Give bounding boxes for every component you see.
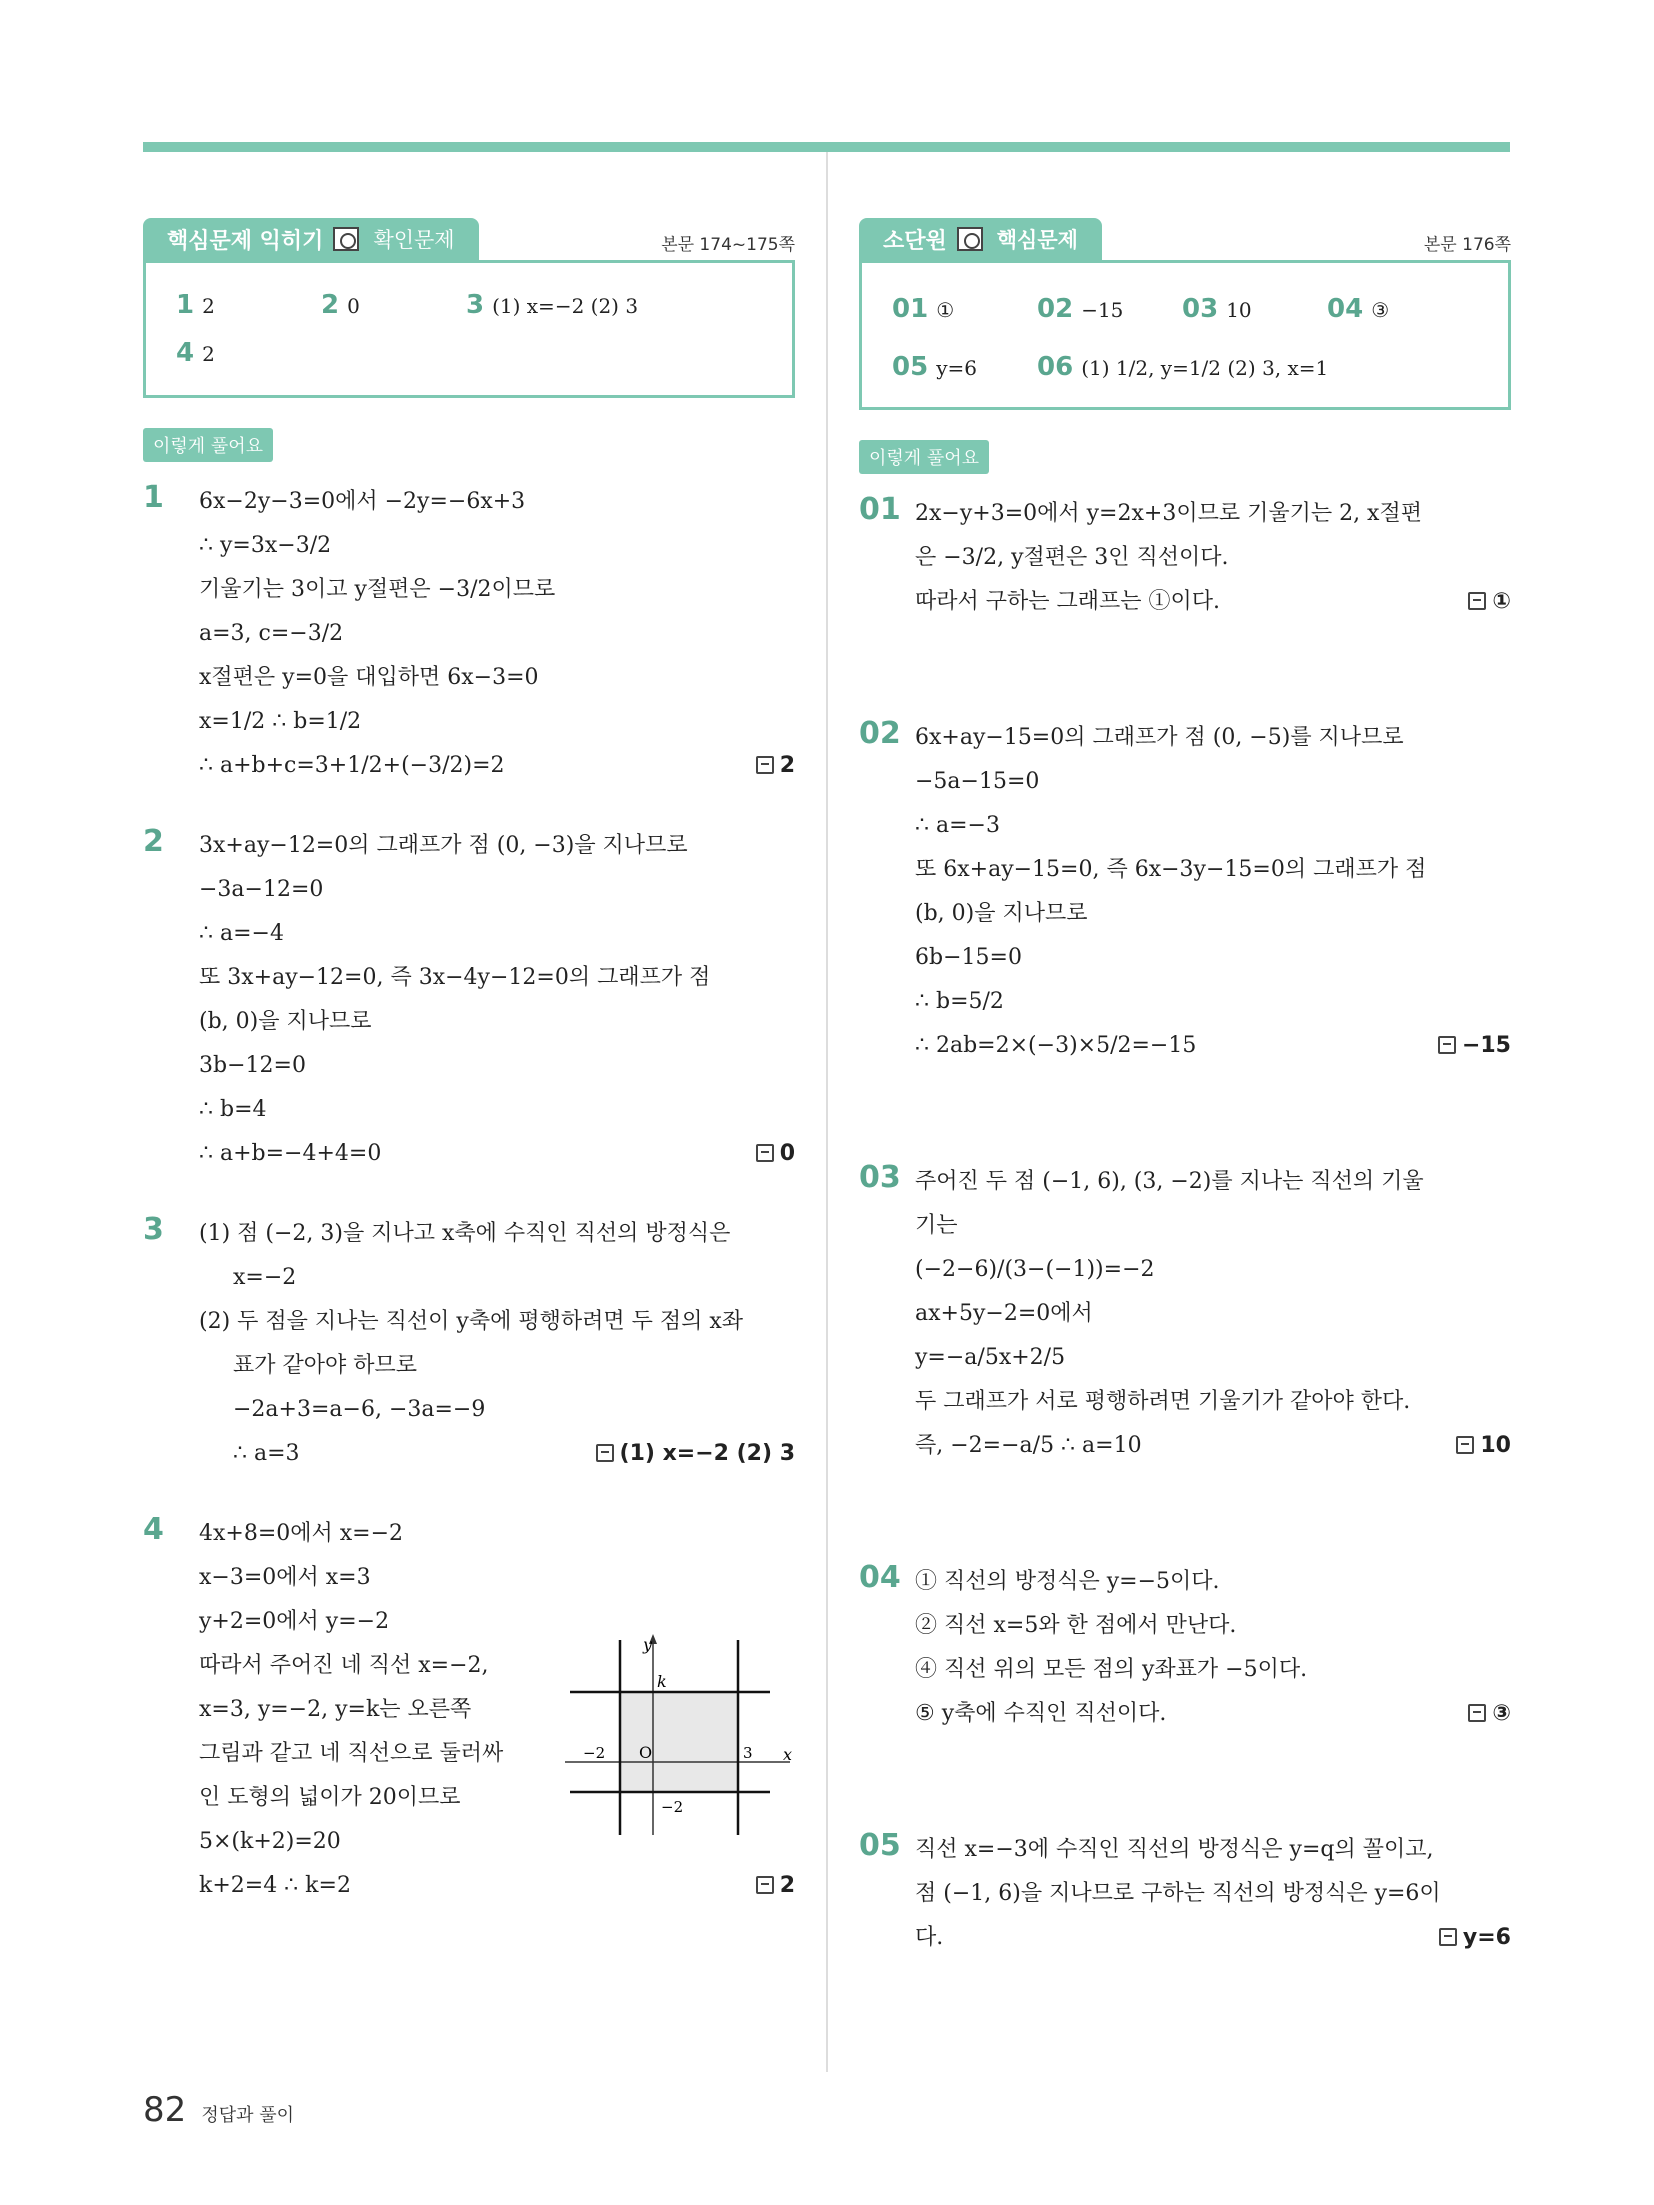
right-page-ref: 본문 176쪽 — [1423, 235, 1511, 255]
answer-item: 3 (1) x=−2 (2) 3 — [466, 290, 639, 320]
right-header-tab — [859, 218, 1102, 260]
left-header-tab — [143, 218, 479, 260]
answer-mark: ③ — [1468, 1692, 1511, 1736]
answer-mark: 10 — [1456, 1424, 1511, 1468]
column-divider — [826, 152, 828, 2072]
answer-item: 02 −15 — [1037, 294, 1124, 324]
right-header-sub: 핵심문제 — [996, 228, 1078, 252]
problem-number: 4 — [143, 1512, 164, 1547]
problem-number: 3 — [143, 1212, 164, 1247]
right-column — [859, 218, 1511, 1960]
right-answer-box — [859, 260, 1511, 410]
right-header-title: 소단원 — [883, 228, 947, 254]
coordinate-graph — [565, 1630, 795, 1840]
answer-mark: ① — [1468, 580, 1511, 624]
page-number: 82 — [143, 2090, 187, 2130]
y-axis-label: y — [643, 1635, 653, 1654]
left-header-sub: 확인문제 — [373, 228, 455, 252]
answer-item: 03 10 — [1182, 294, 1252, 324]
answer-icon — [1456, 1436, 1474, 1454]
left-header — [143, 218, 795, 260]
problem-number: 1 — [143, 480, 164, 515]
answer-mark: (1) x=−2 (2) 3 — [596, 1432, 795, 1476]
answer-icon — [756, 1144, 774, 1162]
problem-number: 05 — [859, 1828, 901, 1863]
problem-number: 04 — [859, 1560, 901, 1595]
answer-icon — [756, 1876, 774, 1894]
answer-icon — [1468, 592, 1486, 610]
answer-icon — [596, 1444, 614, 1462]
answer-mark: 2 — [756, 744, 795, 788]
magnifier-icon — [333, 227, 359, 251]
problem-number: 01 — [859, 492, 901, 527]
problem-number: 2 — [143, 824, 164, 859]
answer-mark: y=6 — [1439, 1916, 1511, 1960]
top-accent-bar — [143, 142, 1510, 152]
answer-item: 06 (1) 1/2, y=1/2 (2) 3, x=1 — [1037, 352, 1329, 382]
solution-badge: 이렇게 풀어요 — [143, 428, 273, 462]
answer-icon — [756, 756, 774, 774]
answer-icon — [1438, 1036, 1456, 1054]
answer-item: 2 0 — [321, 290, 360, 320]
left-column — [143, 218, 795, 1908]
answer-mark: 0 — [756, 1132, 795, 1176]
origin-label: O — [639, 1743, 653, 1762]
page-footer — [143, 2090, 294, 2130]
answer-mark: −15 — [1438, 1024, 1511, 1068]
x-axis-label: x — [783, 1745, 793, 1764]
answer-item: 01 ① — [892, 294, 955, 324]
y-neg2-label: −2 — [661, 1798, 684, 1816]
answer-item: 4 2 — [176, 338, 215, 368]
problem-04: 04 ① 직선의 방정식은 y=−5이다. ② 직선 x=5와 한 점에서 만난다. ④ 직선 위의 모든 점의 y좌표가 −5이다. ⑤ y축에 수직인 직선이다. ③ — [859, 1560, 1511, 1736]
problem-05: 05 직선 x=−3에 수직인 직선의 방정식은 y=q의 꼴이고, 점 (−1, 6)을 지나므로 구하는 직선의 방정식은 y=6이 다. y=6 — [859, 1828, 1511, 1960]
answer-mark: 2 — [756, 1864, 795, 1908]
problem-02: 02 6x+ay−15=0의 그래프가 점 (0, −5)를 지나므로 −5a−15=0 ∴ a=−3 또 6x+ay−15=0, 즉 6x−3y−15=0의 그래프가 점 (b, 0)을 지나므로 6b−15=0 ∴ b=5/2 ∴ 2ab=2×(−3)×5/2=−15 −15 — [859, 716, 1511, 1068]
problem-number: 03 — [859, 1160, 901, 1195]
solution-badge: 이렇게 풀어요 — [859, 440, 989, 474]
left-page-ref: 본문 174~175쪽 — [661, 235, 795, 255]
answer-icon — [1468, 1704, 1486, 1722]
problem-01: 01 2x−y+3=0에서 y=2x+3이므로 기울기는 2, x절편 은 −3/2, y절편은 3인 직선이다. 따라서 구하는 그래프는 ①이다. ① — [859, 492, 1511, 624]
footer-title: 정답과 풀이 — [201, 2105, 295, 2126]
x-3-label: 3 — [743, 1744, 753, 1762]
left-answer-box — [143, 260, 795, 398]
x-neg2-label: −2 — [583, 1744, 606, 1762]
shaded-region — [620, 1692, 738, 1792]
answer-icon — [1439, 1928, 1457, 1946]
problem-3: 3 (1) 점 (−2, 3)을 지나고 x축에 수직인 직선의 방정식은 x=−2 (2) 두 점을 지나는 직선이 y축에 평행하려면 두 점의 x좌 표가 같아야 하므로 −2a+3=a−6, −3a=−9 ∴ a=3 (1) x=−2 (2) 3 — [143, 1212, 795, 1476]
problem-03: 03 주어진 두 점 (−1, 6), (3, −2)를 지나는 직선의 기울 기는 (−2−6)/(3−(−1))=−2 ax+5y−2=0에서 y=−a/5x+2/5 두 그래프가 서로 평행하려면 기울기가 같아야 한다. 즉, −2=−a/5 ∴ a=10 10 — [859, 1160, 1511, 1468]
problem-2: 2 3x+ay−12=0의 그래프가 점 (0, −3)을 지나므로 −3a−12=0 ∴ a=−4 또 3x+ay−12=0, 즉 3x−4y−12=0의 그래프가 점 (b, 0)을 지나므로 3b−12=0 ∴ b=4 ∴ a+b=−4+4=0 0 — [143, 824, 795, 1176]
book-icon — [957, 227, 983, 251]
answer-item: 04 ③ — [1327, 294, 1390, 324]
left-header-title: 핵심문제 익히기 — [167, 228, 324, 254]
right-header — [859, 218, 1511, 260]
problem-number: 02 — [859, 716, 901, 751]
k-label: k — [657, 1672, 667, 1691]
problem-1: 1 6x−2y−3=0에서 −2y=−6x+3 ∴ y=3x−3/2 기울기는 3이고 y절편은 −3/2이므로 a=3, c=−3/2 x절편은 y=0을 대입하면 6x−3=0 x=1/2 ∴ b=1/2 ∴ a+b+c=3+1/2+(−3/2)=2 2 — [143, 480, 795, 788]
problem-4: 4 4x+8=0에서 x=−2 x−3=0에서 x=3 y+2=0에서 y=−2 따라서 주어진 네 직선 x=−2, x=3, y=−2, y=k는 오른쪽 그림과 같고 네 직선으로 둘러싸 인 도형의 넓이가 20이므로 5×(k+2)=20 k+2=4 ∴ k=2 2 y x k O −2 3 −2 — [143, 1512, 795, 1908]
answer-item: 05 y=6 — [892, 352, 977, 382]
answer-item: 1 2 — [176, 290, 215, 320]
